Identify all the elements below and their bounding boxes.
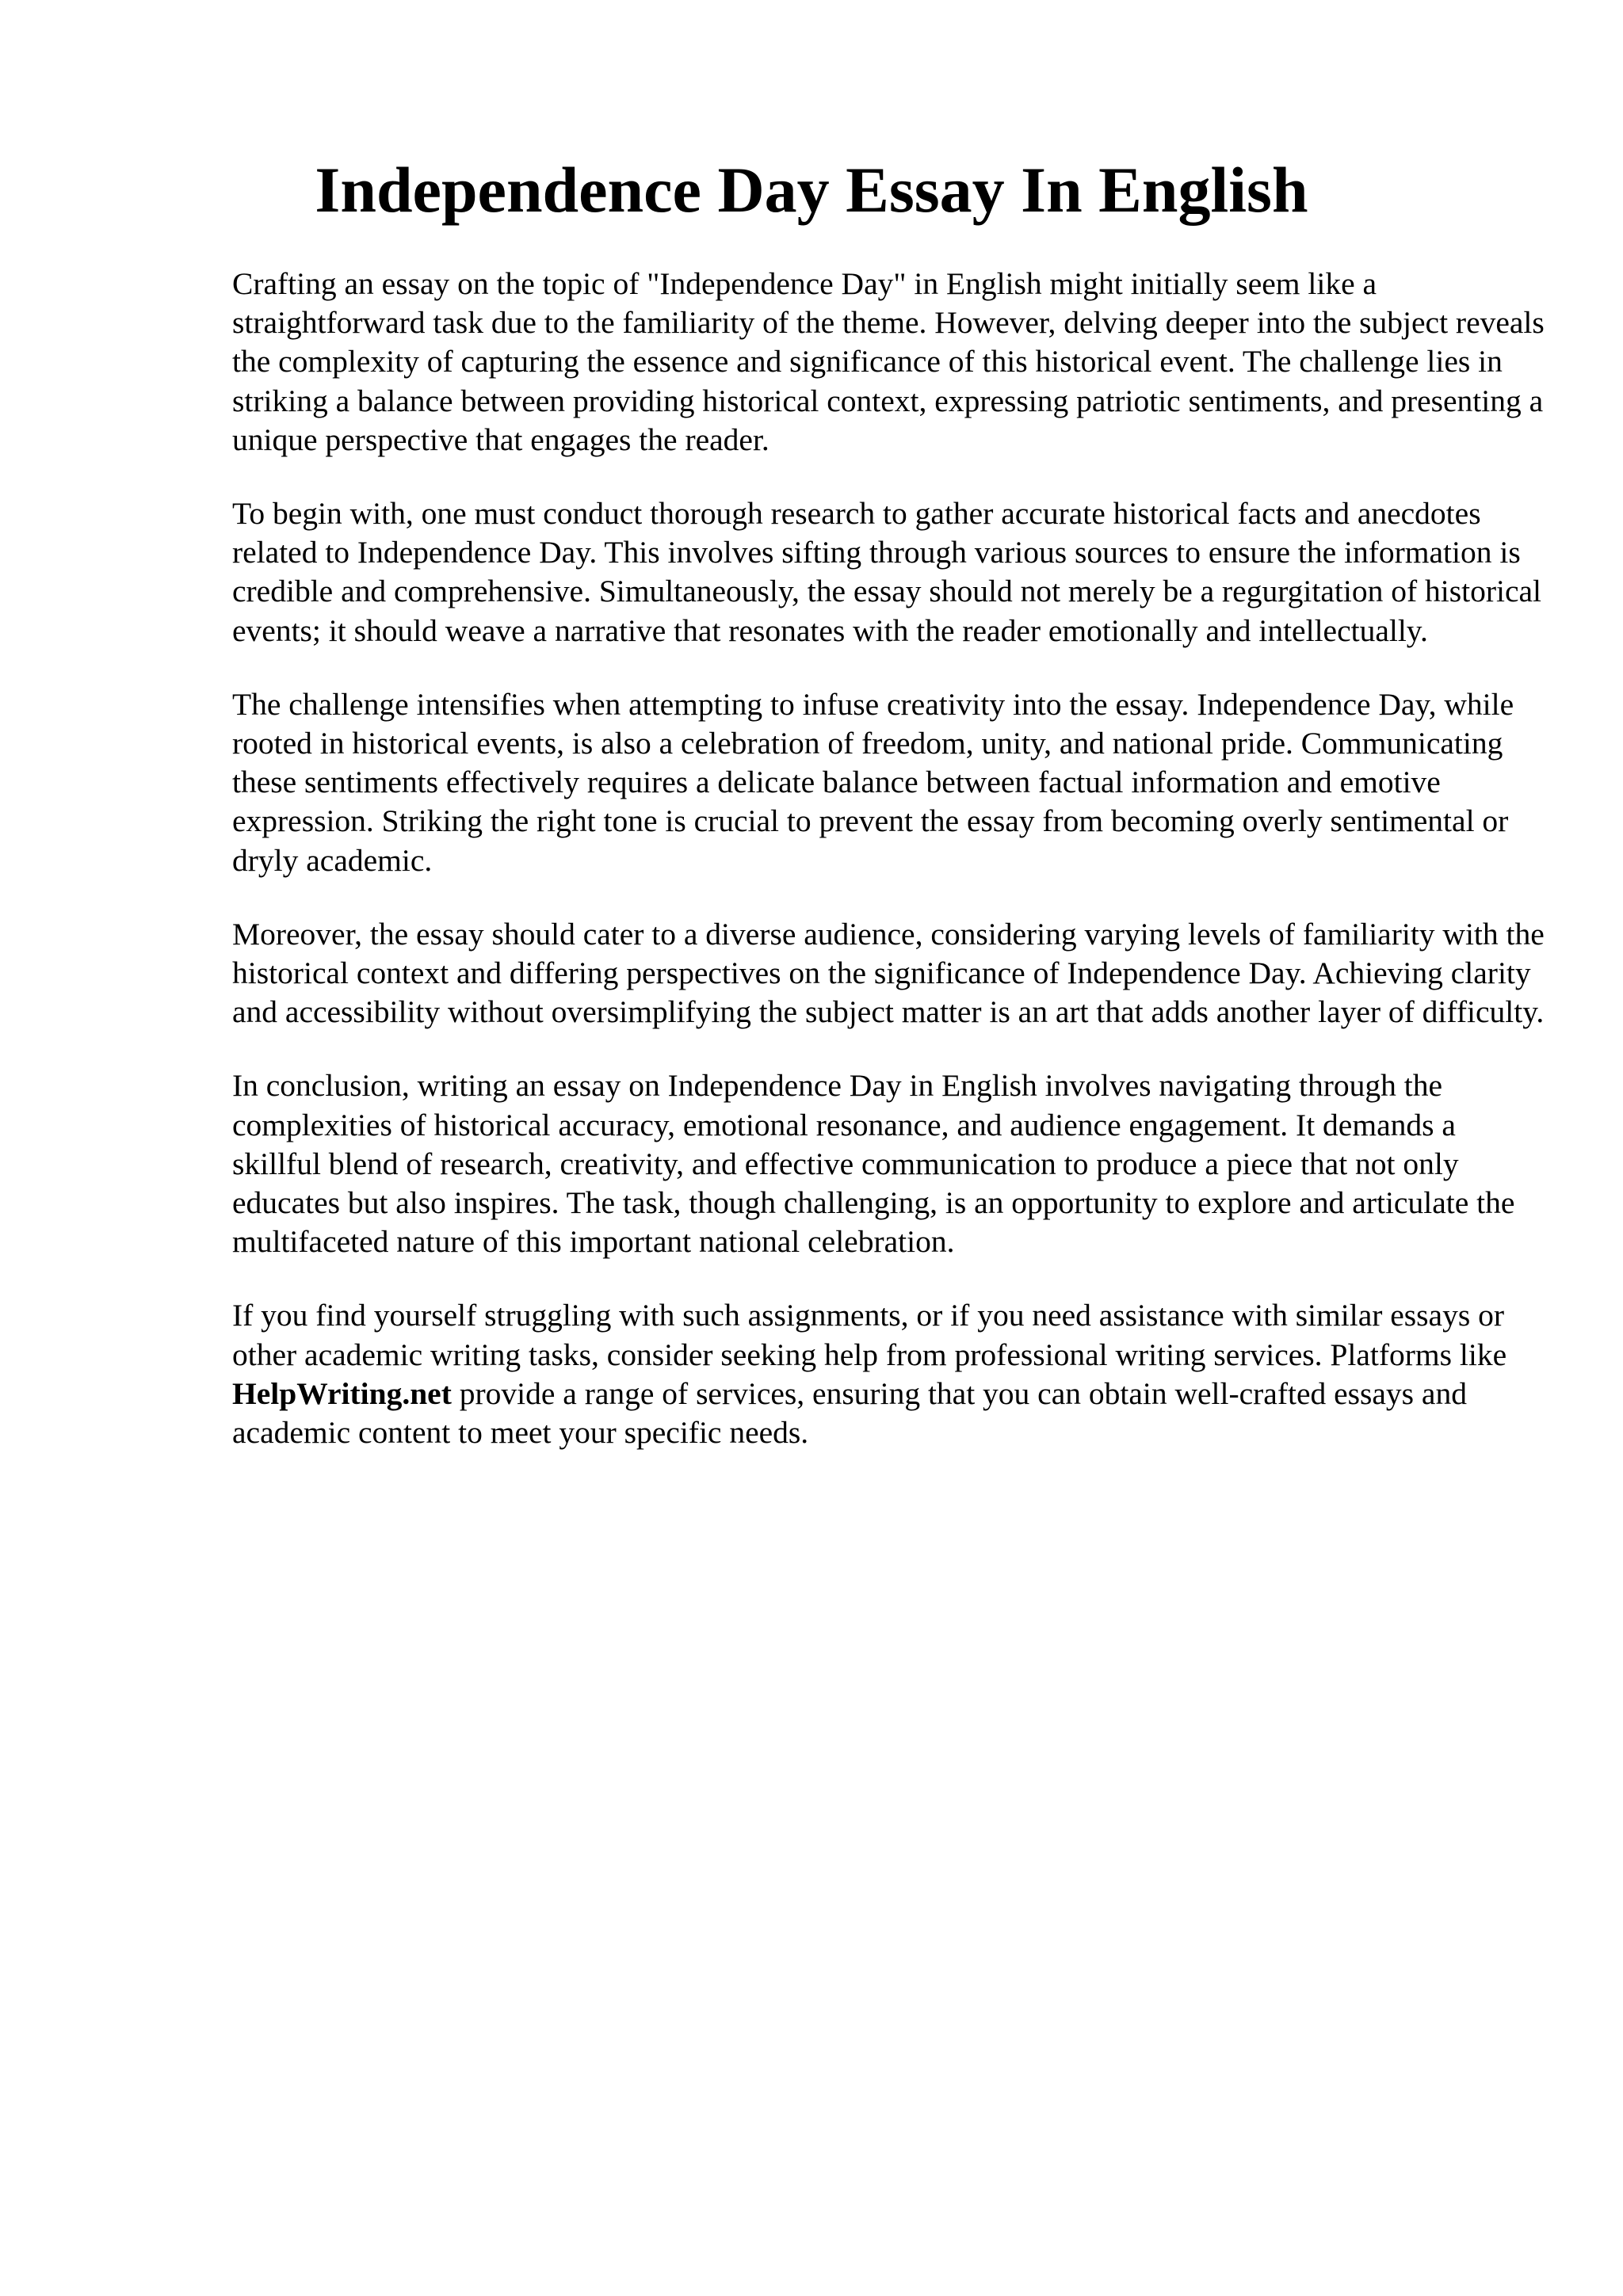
- paragraph-5: In conclusion, writing an essay on Independence Day in English involves navigating through the complexities of historical accuracy, emotional resonance, and audience engagement. It demands a skillful blend of research, creativity, and effective communication to produce a piece that not only educates but also inspires. The task, though challenging, is an opportunity to explore and articulate the multifaceted nature of this important national celebration.: [232, 1068, 1515, 1260]
- paragraph-6-text-before: If you find yourself struggling with such assignments, or if you need assistance with similar essays or other academic writing tasks, consider seeking help from professional writing services. Platforms like: [232, 1298, 1507, 1372]
- essay-body: [232, 265, 1548, 1487]
- paragraph-6-text-after: provide a range of services, ensuring that you can obtain well-crafted essays and academic content to meet your specific needs.: [232, 1375, 1467, 1451]
- helpwriting-link[interactable]: HelpWriting.net: [232, 1375, 452, 1411]
- page-title: Independence Day Essay In English: [315, 154, 1308, 226]
- paragraph-1: Crafting an essay on the topic of "Independence Day" in English might initially seem like a straightforward task due to the familiarity of the theme. However, delving deeper into the subject reveals the complexity of capturing the essence and significance of this historical event. The challenge lies in striking a balance between providing historical context, expressing patriotic sentiments, and presenting a unique perspective that engages the reader.: [232, 266, 1545, 457]
- paragraph-4: Moreover, the essay should cater to a diverse audience, considering varying levels of familiarity with the historical context and differing perspectives on the significance of Independence Day. Achieving clarity and accessibility without oversimplifying the subject matter is an art that adds another layer of difficulty.: [232, 916, 1545, 1030]
- paragraph-6: [232, 1296, 1548, 1452]
- paragraph-2: To begin with, one must conduct thorough research to gather accurate historical facts and anecdotes related to Independence Day. This involves sifting through various sources to ensure the information is credible and comprehensive. Simultaneously, the essay should not merely be a regurgitation of historical events; it should weave a narrative that resonates with the reader emotionally and intellectually.: [232, 496, 1541, 648]
- paragraph-3: The challenge intensifies when attempting to infuse creativity into the essay. Independence Day, while rooted in historical events, is also a celebration of freedom, unity, and national pride. Communicating these sentiments effectively requires a delicate balance between factual information and emotive expression. Striking the right tone is crucial to prevent the essay from becoming overly sentimental or dryly academic.: [232, 686, 1514, 878]
